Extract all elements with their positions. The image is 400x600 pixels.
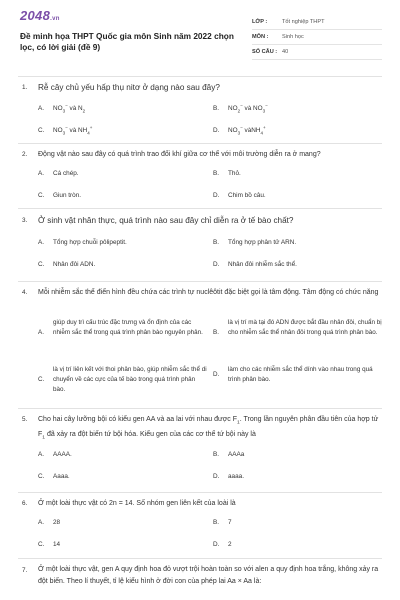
option-letter: D. <box>213 541 220 548</box>
option-a[interactable] <box>38 101 85 116</box>
option-text: aaaa. <box>228 473 244 480</box>
option-a[interactable] <box>38 518 60 528</box>
option-letter: D. <box>213 127 220 135</box>
option-a[interactable] <box>38 238 127 248</box>
option-a[interactable] <box>38 169 79 179</box>
divider <box>18 558 382 559</box>
option-letter: C. <box>38 127 45 135</box>
option-letter: D. <box>213 192 220 199</box>
option-c[interactable] <box>38 365 213 405</box>
meta-row-question-count <box>252 45 382 60</box>
option-letter: D. <box>213 371 220 378</box>
question-number: 5. <box>22 416 28 423</box>
meta-label: SỐ CÂU : <box>252 49 278 55</box>
option-d[interactable] <box>213 540 232 550</box>
option-letter: A. <box>38 519 45 526</box>
question-number: 3. <box>22 217 28 224</box>
option-letter: A. <box>38 329 44 336</box>
option-text: Tổng hợp phân tử ARN. <box>228 239 297 246</box>
option-letter: B. <box>213 170 220 177</box>
option-text: AAAa <box>228 451 245 458</box>
option-letter: A. <box>38 170 45 177</box>
option-b[interactable] <box>213 238 296 248</box>
option-text: là vị trí mà tại đó ADN được bắt đầu nhân đôi, chuẩn bị cho nhiễm sắc thể nhân đôi trong quá trình phân bào. <box>228 319 382 336</box>
option-letter: A. <box>38 451 45 458</box>
divider <box>18 208 382 209</box>
option-letter: A. <box>38 105 45 113</box>
meta-row-subject <box>252 30 382 45</box>
question-number: 6. <box>22 500 28 507</box>
logo-tld: .vn <box>50 16 60 22</box>
option-letter: B. <box>213 329 219 336</box>
option-text: 7 <box>228 519 232 526</box>
option-d[interactable] <box>213 260 297 270</box>
question-text: Cho hai cây lưỡng bội có kiểu gen AA và aa lai với nhau được $F_1$. Trong lần nguyên phân đầu tiên của hợp tử $F_1$ đã xảy ra đột biến tứ bội hóa. Kiểu gen của các cơ thể tứ bội này là <box>38 416 379 441</box>
option-text: AAAA. <box>53 451 72 458</box>
option-text: Tổng hợp chuỗi pôlipeptit. <box>53 239 127 246</box>
question-number: 4. <box>22 289 28 296</box>
question-number: 7. <box>22 567 28 574</box>
option-b[interactable] <box>213 518 232 528</box>
question-number: 2. <box>22 151 28 158</box>
meta-label: MÔN : <box>252 34 269 40</box>
meta-label: LỚP : <box>252 19 268 25</box>
option-text: Nhân đôi ADN. <box>53 261 96 268</box>
option-text: Nhân đôi nhiễm sắc thể. <box>228 261 297 268</box>
question-number: 1. <box>22 84 28 91</box>
option-c[interactable] <box>38 472 70 482</box>
option-b[interactable] <box>213 450 244 460</box>
option-text: 28 <box>53 519 61 526</box>
option-text: 2 <box>228 541 232 548</box>
option-c[interactable] <box>38 260 95 270</box>
option-text: 14 <box>53 541 61 548</box>
divider <box>18 408 382 409</box>
option-text: làm cho các nhiễm sắc thể dính vào nhau trong quá trình phân bào. <box>228 366 373 383</box>
question-text: Ở một loài thực vật, gen A quy định hoa đỏ vượt trội hoàn toàn so với alen a quy định hoa trắng, không xảy ra đột biến. Theo lí thuyết, tỉ lệ kiểu hình ở đời con của phép lai Aa × Aa là: <box>38 566 379 585</box>
option-b[interactable] <box>213 318 388 358</box>
meta-value: 40 <box>282 49 289 55</box>
option-text: $NO_2^-$ và $NO_3^-$ <box>228 103 268 114</box>
option-letter: C. <box>38 192 45 199</box>
meta-row-grade <box>252 15 382 30</box>
option-c[interactable] <box>38 191 81 201</box>
option-d[interactable] <box>213 123 266 138</box>
question-text: Rễ cây chủ yếu hấp thụ nitơ ở dạng nào sau đây? <box>38 83 220 92</box>
divider <box>18 76 382 77</box>
divider <box>18 143 382 144</box>
option-b[interactable] <box>213 101 268 116</box>
option-text: $NO_3^-$ vàNH$_4$+ <box>228 125 266 136</box>
option-b[interactable] <box>213 169 241 179</box>
question-text: Ở một loài thực vật có 2n = 14. Số nhóm gen liên kết của loài là <box>38 500 236 507</box>
option-d[interactable] <box>213 365 388 405</box>
option-letter: B. <box>213 105 220 113</box>
question-text: Động vật nào sau đây có quá trình trao đổi khí giữa cơ thể với môi trường diễn ra ở mang? <box>38 151 321 158</box>
option-text: Aaaa. <box>53 473 70 480</box>
option-text: Cá chép. <box>53 170 79 177</box>
document-title: Đề minh họa THPT Quốc gia môn Sinh năm 2022 chọn lọc, có lời giải (đề 9) <box>20 31 234 52</box>
option-letter: D. <box>213 261 220 268</box>
option-letter: D. <box>213 473 220 480</box>
divider <box>18 492 382 493</box>
document-header <box>0 0 400 62</box>
option-letter: C. <box>38 541 45 548</box>
option-letter: C. <box>38 261 45 268</box>
option-text: Giun tròn. <box>53 192 82 199</box>
option-letter: B. <box>213 451 220 458</box>
option-letter: C. <box>38 473 45 480</box>
logo-text: 2048 <box>20 8 51 23</box>
option-a[interactable] <box>38 450 72 460</box>
option-text: là vị trí liên kết với thoi phân bào, giúp nhiễm sắc thể di chuyển về các cực của tế bào trong quá trình phân bào. <box>53 366 207 393</box>
option-text: $NO_3^-$ và $NH_4^+$ <box>53 125 93 136</box>
option-d[interactable] <box>213 472 244 482</box>
option-text: $NO_3^-$ và $N_2$ <box>53 103 86 114</box>
meta-value: Sinh học <box>282 34 304 40</box>
meta-value: Tốt nghiệp THPT <box>282 19 325 25</box>
question-text: Ở sinh vật nhân thực, quá trình nào sau đây chỉ diễn ra ở tế bào chất? <box>38 216 294 225</box>
option-c[interactable] <box>38 540 60 550</box>
option-letter: C. <box>38 376 45 383</box>
site-logo[interactable] <box>20 8 60 23</box>
option-text: Thỏ. <box>228 170 241 177</box>
question-text: Mỗi nhiễm sắc thể điển hình đều chứa các trình tự nuclêôtit đặc biệt gọi là tâm động. Tâm động có chức năng <box>38 289 379 296</box>
option-text: Chim bồ câu. <box>228 192 266 199</box>
divider <box>18 281 382 282</box>
option-letter: A. <box>38 239 45 246</box>
option-c[interactable] <box>38 123 92 138</box>
option-text: giúp duy trì cấu trúc đặc trưng và ổn định của các nhiễm sắc thể trong quá trình phân bào nguyên phân. <box>53 319 203 336</box>
option-a[interactable] <box>38 318 213 358</box>
option-d[interactable] <box>213 191 266 201</box>
exam-meta-table <box>252 15 382 60</box>
option-letter: B. <box>213 519 220 526</box>
option-letter: B. <box>213 239 220 246</box>
